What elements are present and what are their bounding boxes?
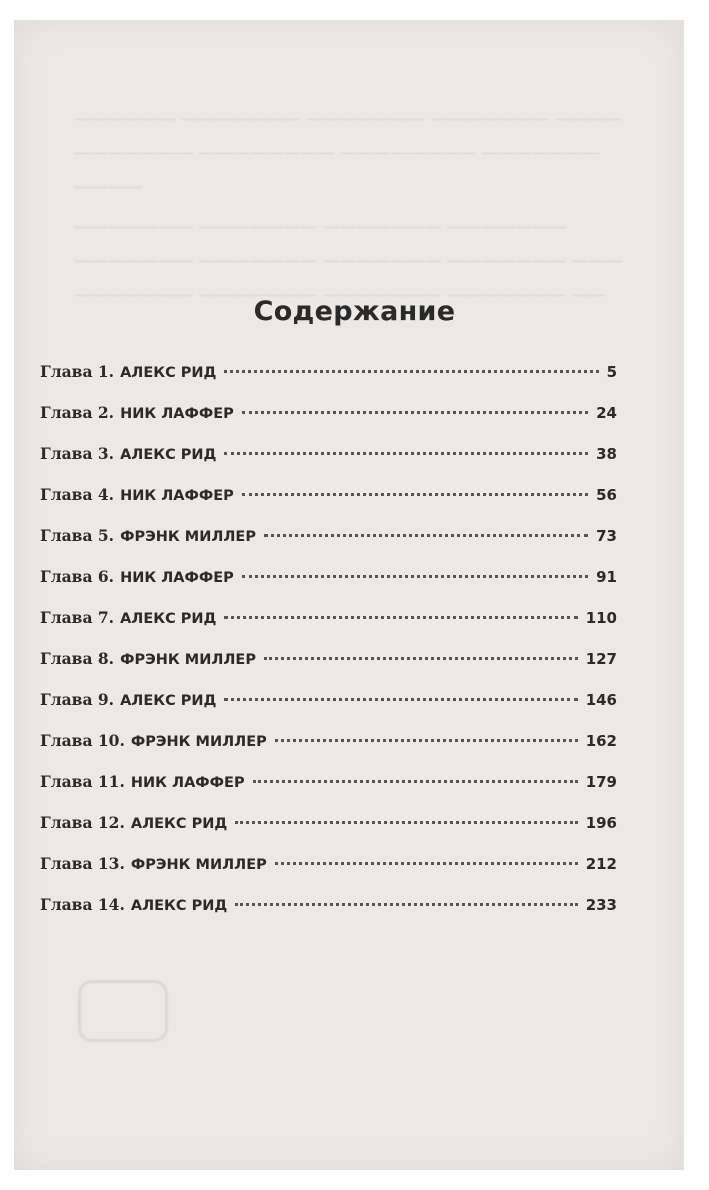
chapter-number: Глава 9. [40,690,115,709]
chapter-title: ФРЭНК МИЛЛЕР [130,734,267,750]
toc-entry-label [40,608,216,627]
toc-entry-label [40,895,227,914]
toc-entry [40,403,617,444]
dot-leader [275,739,578,742]
toc-entry [40,444,617,485]
chapter-number: Глава 1. [40,362,115,381]
toc-entry-label [40,567,234,586]
age-rating-show-through [78,980,168,1042]
toc-entry-label [40,526,256,545]
page-number: 146 [585,691,617,709]
dot-leader [235,903,577,906]
toc-entry-label [40,485,234,504]
toc-entry [40,649,617,690]
dot-leader [264,657,578,660]
show-through-line: —————— ——————— ——————— ——————— ———— [74,109,623,129]
page-number: 38 [596,445,617,463]
page-number: 212 [585,855,617,873]
chapter-title: НИК ЛАФФЕР [120,570,234,586]
show-through-line: ——————— ——————— ——————— ——————— —— [74,285,606,305]
toc-entry-label [40,362,216,381]
toc-entry [40,362,617,403]
toc-entry-label [40,690,216,709]
dot-leader [253,780,578,783]
page-number: 73 [596,527,617,545]
dot-leader [242,575,588,578]
chapter-title: АЛЕКС РИД [120,365,217,381]
chapter-title: АЛЕКС РИД [120,611,217,627]
toc-entry-label [40,403,234,422]
toc-entry-label [40,444,216,463]
page-number: 127 [585,650,617,668]
chapter-title: АЛЕКС РИД [130,898,228,914]
chapter-number: Глава 4. [40,485,115,504]
toc-entry [40,567,617,608]
toc-entry-label [40,813,227,832]
toc-entry-label [40,649,256,668]
dot-leader [242,493,588,496]
dot-leader [224,452,588,455]
chapter-number: Глава 12. [40,813,125,832]
page-number: 162 [585,732,617,750]
toc-entry-label [40,772,245,791]
chapter-number: Глава 7. [40,608,115,627]
chapter-title: НИК ЛАФФЕР [120,488,234,504]
page-number: 179 [585,773,617,791]
dot-leader [235,821,577,824]
page-number: 56 [596,486,617,504]
chapter-number: Глава 13. [40,854,125,873]
chapter-title: НИК ЛАФФЕР [130,775,245,791]
page-number: 24 [596,404,617,422]
dot-leader [224,370,598,373]
toc-entry [40,608,617,649]
table-of-contents [40,362,617,936]
dot-leader [242,411,588,414]
toc-entry-label [40,731,267,750]
chapter-number: Глава 11. [40,772,125,791]
toc-entry [40,526,617,567]
chapter-title: ФРЭНК МИЛЛЕР [120,529,256,545]
chapter-title: НИК ЛАФФЕР [120,406,234,422]
chapter-number: Глава 3. [40,444,115,463]
chapter-title: ФРЭНК МИЛЛЕР [120,652,256,668]
toc-entry [40,895,617,936]
show-through-line: ——————— ——————— ——————— ——————— [74,217,567,237]
page-number: 110 [585,609,617,627]
toc-entry [40,772,617,813]
chapter-title: АЛЕКС РИД [120,447,217,463]
show-through-line: ———— [74,177,142,197]
show-through-line: ——————— ——————— ——————— ——————— ——— [74,251,623,271]
toc-entry-label [40,854,267,873]
chapter-number: Глава 6. [40,567,115,586]
chapter-number: Глава 5. [40,526,115,545]
toc-entry [40,731,617,772]
page-number: 233 [585,896,617,914]
chapter-number: Глава 10. [40,731,125,750]
chapter-number: Глава 2. [40,403,115,422]
chapter-number: Глава 14. [40,895,125,914]
chapter-number: Глава 8. [40,649,115,668]
dot-leader [224,698,577,701]
page-title: Содержание [253,296,456,327]
toc-entry [40,690,617,731]
chapter-title: АЛЕКС РИД [130,816,228,832]
page-number: 196 [585,814,617,832]
dot-leader [264,534,588,537]
toc-entry [40,485,617,526]
dot-leader [275,862,578,865]
page-number: 5 [606,363,617,381]
chapter-title: АЛЕКС РИД [120,693,217,709]
show-through-line: ——————— ———————— ———————— ——————— [74,143,601,163]
toc-entry [40,813,617,854]
chapter-title: ФРЭНК МИЛЛЕР [130,857,267,873]
toc-entry [40,854,617,895]
page-number: 91 [596,568,617,586]
dot-leader [224,616,577,619]
